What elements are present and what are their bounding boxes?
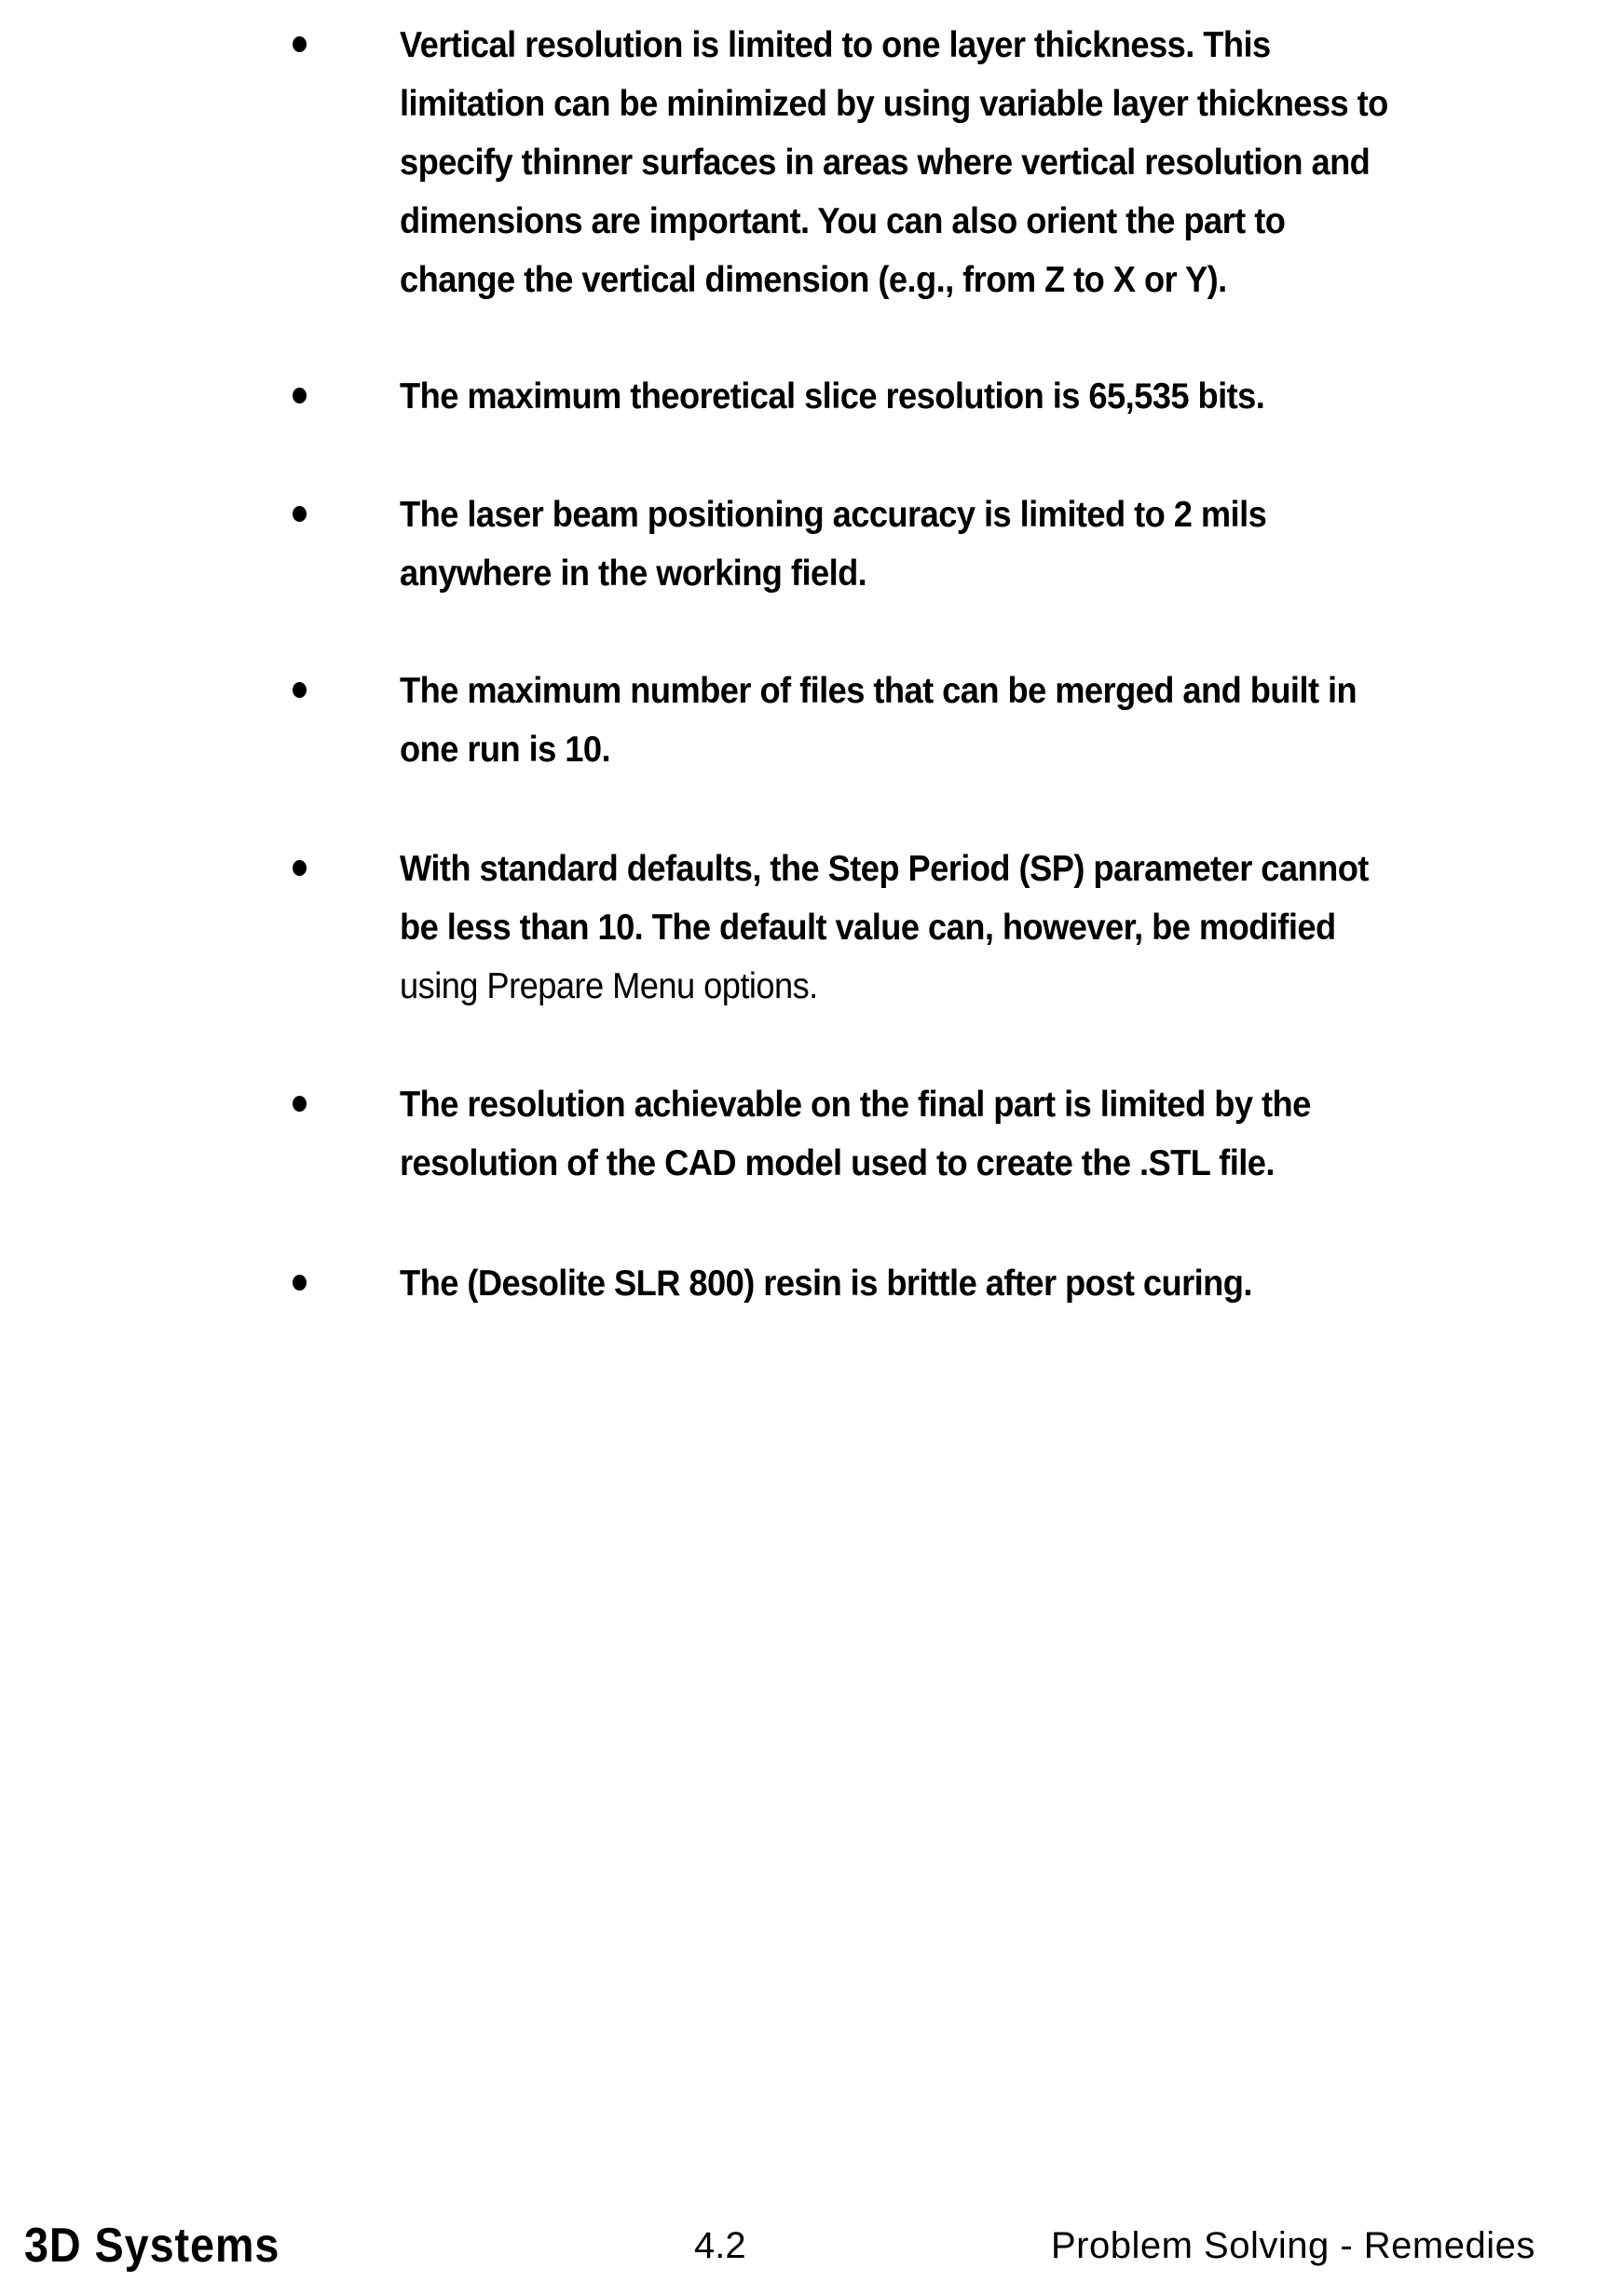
- text-line: resolution of the CAD model used to create the .STL file.: [400, 1134, 1311, 1193]
- text-line: one run is 10.: [400, 720, 1357, 779]
- text-line: change the vertical dimension (e.g., from Z to X or Y).: [400, 251, 1388, 309]
- bullet-icon: [293, 1275, 307, 1291]
- bullet-icon: [293, 506, 307, 522]
- footer-section-title: Problem Solving - Remedies: [1051, 2218, 1535, 2274]
- footer-company: 3D Systems: [24, 2218, 280, 2274]
- text-line: be less than 10. The default value can, however, be modified: [400, 898, 1369, 957]
- text-line: Vertical resolution is limited to one layer thickness. This: [400, 16, 1388, 75]
- text-line: The laser beam positioning accuracy is limited to 2 mils: [400, 485, 1266, 544]
- text-line: specify thinner surfaces in areas where vertical resolution and: [400, 133, 1388, 192]
- text-line: The maximum number of files that can be merged and built in: [400, 662, 1357, 720]
- bullet-icon: [293, 860, 307, 876]
- bullet-icon: [293, 36, 307, 52]
- bullet-icon: [293, 682, 307, 698]
- footer-page-number: 4.2: [694, 2218, 746, 2274]
- text-line: anywhere in the working field.: [400, 544, 1266, 603]
- text-line: limitation can be minimized by using variable layer thickness to: [400, 75, 1388, 133]
- text-line: The resolution achievable on the final part is limited by the: [400, 1075, 1311, 1134]
- bullet-icon: [293, 1096, 307, 1112]
- text-line: dimensions are important. You can also orient the part to: [400, 192, 1388, 251]
- text-line: using Prepare Menu options.: [400, 957, 1369, 1016]
- bullet-icon: [293, 388, 307, 403]
- text-line: The maximum theoretical slice resolution is 65,535 bits.: [400, 367, 1264, 426]
- text-line: The (Desolite SLR 800) resin is brittle after post curing.: [400, 1254, 1252, 1313]
- text-line: With standard defaults, the Step Period (SP) parameter cannot: [400, 840, 1369, 898]
